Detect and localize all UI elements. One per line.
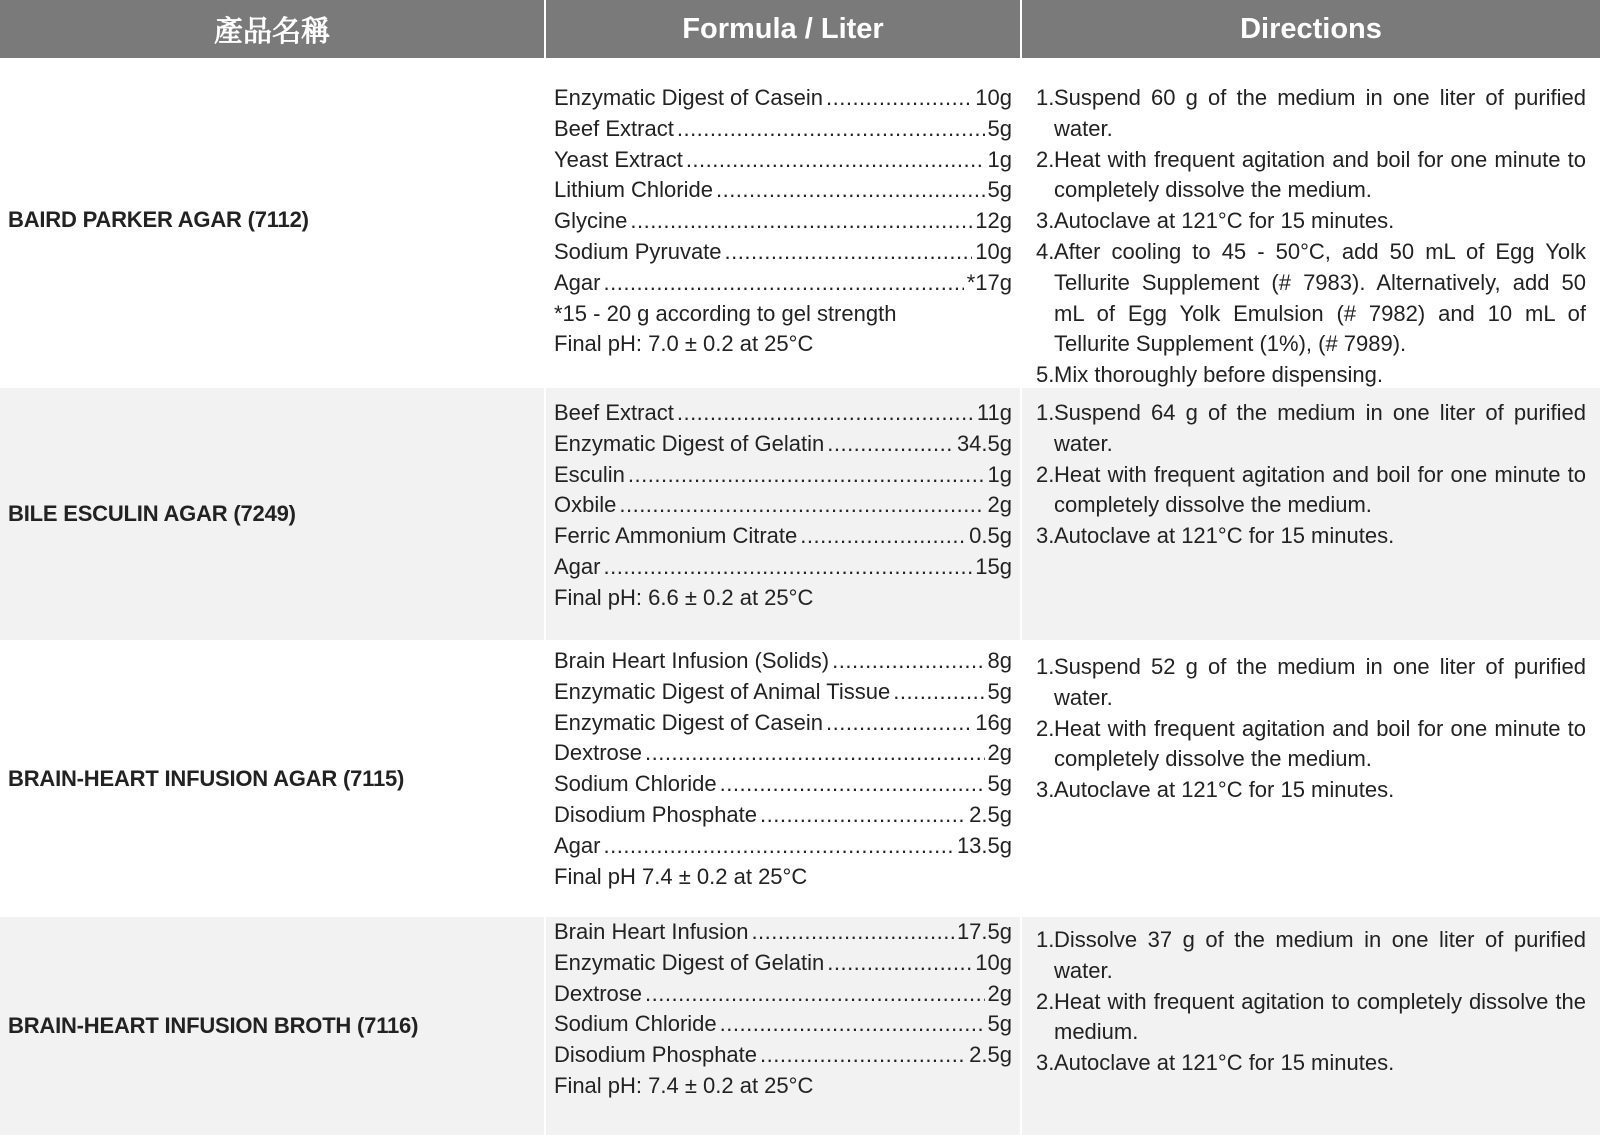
table-row — [0, 58, 1600, 388]
formula-line — [554, 521, 1012, 552]
final-ph: Final pH: 7.0 ± 0.2 at 25°C — [554, 331, 814, 357]
formula-cell — [544, 917, 1020, 1135]
formula-note: *15 - 20 g according to gel strength — [554, 300, 897, 326]
step-text: Suspend 64 g of the medium in one liter of purified water. — [1054, 400, 1586, 456]
step-number: 2. — [1036, 461, 1055, 487]
ingredient-amount: *17g — [966, 269, 1012, 295]
step-text: Autoclave at 121°C for 15 minutes. — [1054, 1050, 1395, 1076]
product-name: BRAIN-HEART INFUSION AGAR (7115) — [8, 765, 405, 791]
formula-line — [554, 268, 1012, 299]
formula-line — [554, 83, 1012, 114]
step-number: 2. — [1036, 715, 1055, 741]
ingredient-amount: 0.5g — [969, 523, 1012, 549]
formula-line — [554, 490, 1012, 521]
step-text: Autoclave at 121°C for 15 minutes. — [1054, 777, 1395, 803]
ingredient-name: Yeast Extract — [554, 146, 683, 172]
formula-cell — [544, 388, 1020, 640]
ingredient-amount: 8g — [987, 648, 1012, 673]
ingredient-name: Agar — [554, 832, 601, 858]
step-number: 1. — [1036, 927, 1055, 952]
step-number: 3. — [1036, 523, 1055, 549]
ingredient-amount: 11g — [976, 400, 1012, 425]
step-text: Heat with frequent agitation and boil for one minute to completely dissolve the medium. — [1054, 715, 1586, 772]
ingredient-name: Dextrose — [554, 740, 643, 766]
ingredient-amount: 10g — [975, 85, 1012, 110]
ingredient-amount: 17.5g — [956, 919, 1012, 944]
direction-step — [1036, 83, 1586, 145]
formula-line — [554, 917, 1012, 948]
formula-line — [554, 708, 1012, 739]
ingredient-name: Agar — [554, 269, 601, 295]
ingredient-name: Dextrose — [554, 980, 643, 1006]
formula-line — [554, 738, 1012, 769]
formula-line — [554, 831, 1012, 862]
header-product-name: 產品名稱 — [213, 15, 330, 48]
direction-step — [1036, 360, 1586, 391]
direction-step — [1036, 206, 1586, 237]
ingredient-amount: 2g — [987, 740, 1012, 766]
formula-line — [554, 175, 1012, 206]
step-text: After cooling to 45 - 50°C, add 50 mL of Egg Yolk Tellurite Supplement (# 7983). Alternatively, add 50 mL of Egg Yolk Emulsion (# 7982) and 10 mL of Tellurite Supplement (1%), (# 7989). — [1054, 238, 1586, 357]
directions-cell — [1020, 58, 1600, 388]
step-text: Heat with frequent agitation to completely dissolve the medium. — [1054, 988, 1586, 1045]
ingredient-name: Glycine — [554, 208, 628, 234]
ingredient-name: Enzymatic Digest of Gelatin — [554, 949, 825, 975]
step-number: 2. — [1036, 146, 1055, 172]
direction-step — [1036, 714, 1586, 776]
directions-cell — [1020, 640, 1600, 917]
ingredient-amount: 2.5g — [969, 1042, 1012, 1068]
header-directions: Directions — [1020, 0, 1600, 58]
step-text: Suspend 52 g of the medium in one liter of purified water. — [1054, 654, 1586, 710]
formula-line — [554, 237, 1012, 268]
final-ph: Final pH: 7.4 ± 0.2 at 25°C — [554, 1072, 814, 1098]
table-header — [0, 0, 1600, 58]
formula-line — [554, 460, 1012, 491]
formula-line — [554, 1040, 1012, 1071]
ingredient-amount: 5g — [987, 771, 1012, 797]
step-number: 3. — [1036, 777, 1055, 803]
ingredient-amount: 15g — [975, 553, 1012, 579]
direction-step — [1036, 1048, 1586, 1079]
formula-cell — [544, 58, 1020, 381]
ingredient-name: Beef Extract — [554, 115, 674, 141]
formula-line — [554, 677, 1012, 708]
ingredient-amount: 5g — [987, 177, 1012, 203]
ingredient-name: Enzymatic Digest of Animal Tissue — [554, 678, 891, 704]
directions-cell — [1020, 917, 1600, 1135]
ingredient-amount: 5g — [987, 115, 1012, 141]
ingredient-name: Agar — [554, 553, 601, 579]
formula-line — [554, 206, 1012, 237]
ingredient-amount: 13.5g — [956, 832, 1012, 858]
header-formula: Formula / Liter — [544, 0, 1020, 58]
ingredient-name: Oxbile — [554, 492, 617, 518]
ingredient-amount: 10g — [975, 238, 1012, 264]
step-number: 3. — [1036, 208, 1055, 234]
ingredient-name: Lithium Chloride — [554, 177, 713, 203]
table-row — [0, 388, 1600, 640]
ingredient-amount: 1g — [987, 146, 1012, 172]
step-text: Heat with frequent agitation and boil for one minute to completely dissolve the medium. — [1054, 146, 1586, 203]
ingredient-name: Sodium Pyruvate — [554, 238, 722, 264]
direction-step — [1036, 398, 1586, 460]
ingredient-amount: 34.5g — [956, 430, 1012, 456]
step-text: Autoclave at 121°C for 15 minutes. — [1054, 523, 1395, 549]
step-text: Heat with frequent agitation and boil for one minute to completely dissolve the medium. — [1054, 461, 1586, 518]
direction-step — [1036, 237, 1586, 360]
ingredient-name: Sodium Chloride — [554, 1011, 717, 1037]
ingredient-name: Enzymatic Digest of Casein — [554, 709, 823, 735]
step-number: 1. — [1036, 85, 1055, 110]
ingredient-name: Esculin — [554, 461, 625, 487]
step-text: Autoclave at 121°C for 15 minutes. — [1054, 208, 1395, 234]
ingredient-name: Sodium Chloride — [554, 771, 717, 797]
ingredient-amount: 2g — [987, 980, 1012, 1006]
direction-step — [1036, 145, 1586, 207]
product-name: BRAIN-HEART INFUSION BROTH (7116) — [8, 1013, 419, 1038]
step-text: Mix thoroughly before dispensing. — [1054, 362, 1383, 388]
formula-line — [554, 800, 1012, 831]
formula-line — [554, 114, 1012, 145]
table-row — [0, 640, 1600, 917]
formula-cell — [544, 640, 1020, 917]
formula-line — [554, 646, 1012, 677]
formula-line — [554, 145, 1012, 176]
ingredient-name: Ferric Ammonium Citrate — [554, 523, 798, 549]
formula-line — [554, 398, 1012, 429]
ingredient-amount: 12g — [975, 208, 1012, 234]
formula-line — [554, 1009, 1012, 1040]
ingredient-name: Enzymatic Digest of Casein — [554, 85, 823, 110]
formula-line — [554, 429, 1012, 460]
final-ph: Final pH 7.4 ± 0.2 at 25°C — [554, 863, 808, 889]
ingredient-name: Enzymatic Digest of Gelatin — [554, 430, 825, 456]
direction-step — [1036, 987, 1586, 1049]
formula-line — [554, 948, 1012, 979]
step-number: 1. — [1036, 400, 1055, 425]
formula-line — [554, 769, 1012, 800]
direction-step — [1036, 775, 1586, 806]
product-name: BILE ESCULIN AGAR (7249) — [8, 501, 296, 526]
ingredient-amount: 1g — [987, 461, 1012, 487]
step-number: 3. — [1036, 1050, 1055, 1076]
table-row — [0, 917, 1600, 1135]
formula-line — [554, 552, 1012, 583]
ingredient-amount: 2g — [987, 492, 1012, 518]
ingredient-name: Brain Heart Infusion — [554, 919, 749, 944]
ingredient-amount: 5g — [987, 678, 1012, 704]
ingredient-name: Brain Heart Infusion (Solids) — [554, 648, 830, 673]
ingredient-amount: 16g — [975, 709, 1012, 735]
direction-step — [1036, 521, 1586, 552]
ingredient-name: Beef Extract — [554, 400, 674, 425]
formula-line — [554, 979, 1012, 1010]
direction-step — [1036, 652, 1586, 714]
step-number: 4. — [1036, 238, 1055, 264]
step-text: Suspend 60 g of the medium in one liter of purified water. — [1054, 85, 1586, 141]
step-number: 2. — [1036, 988, 1055, 1014]
final-ph: Final pH: 6.6 ± 0.2 at 25°C — [554, 584, 814, 610]
ingredient-name: Disodium Phosphate — [554, 1042, 758, 1068]
step-number: 5. — [1036, 362, 1055, 388]
step-number: 1. — [1036, 654, 1055, 679]
ingredient-name: Disodium Phosphate — [554, 801, 758, 827]
directions-cell — [1020, 388, 1600, 640]
direction-step — [1036, 925, 1586, 987]
direction-step — [1036, 460, 1586, 522]
ingredient-amount: 5g — [987, 1011, 1012, 1037]
product-name: BAIRD PARKER AGAR (7112) — [8, 206, 309, 232]
step-text: Dissolve 37 g of the medium in one liter of purified water. — [1054, 927, 1586, 983]
ingredient-amount: 2.5g — [969, 801, 1012, 827]
ingredient-amount: 10g — [975, 949, 1012, 975]
